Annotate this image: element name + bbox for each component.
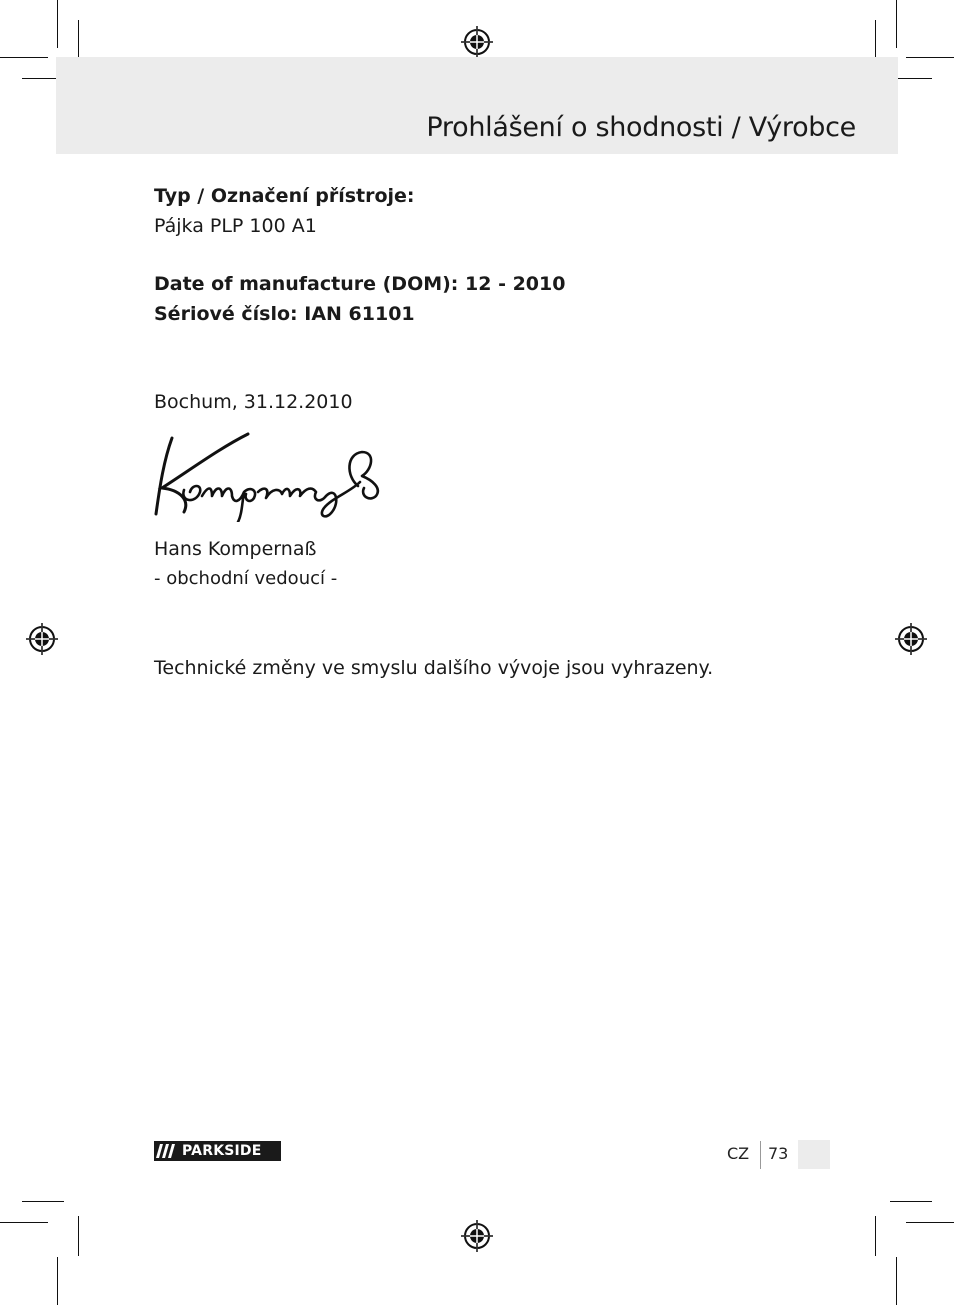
crop-mark xyxy=(0,57,48,58)
place-date: Bochum, 31.12.2010 xyxy=(154,391,353,413)
crop-mark xyxy=(875,1216,876,1256)
production-section xyxy=(154,269,565,329)
signatory-role: - obchodní vedoucí - xyxy=(154,568,338,589)
registration-mark-icon xyxy=(461,1220,493,1252)
crop-mark xyxy=(57,1257,58,1305)
registration-mark-icon xyxy=(461,26,493,58)
crop-mark xyxy=(906,1222,954,1223)
footer-language: CZ xyxy=(727,1144,750,1163)
signatory-section xyxy=(154,534,337,594)
technical-notice: Technické změny ve smyslu dalšího vývoje jsou vyhrazeny. xyxy=(154,657,714,679)
parkside-logo xyxy=(154,1141,281,1161)
registration-mark-icon xyxy=(26,623,58,655)
crop-mark xyxy=(78,1216,79,1256)
crop-mark xyxy=(0,1222,48,1223)
footer-tab xyxy=(798,1140,830,1169)
serial-number: Sériové číslo: IAN 61101 xyxy=(154,303,415,325)
brand-name: PARKSIDE xyxy=(182,1143,262,1159)
page-number: 73 xyxy=(768,1144,789,1163)
registration-mark-icon xyxy=(895,623,927,655)
device-type-section xyxy=(154,181,415,241)
footer-divider xyxy=(760,1141,761,1169)
crop-mark xyxy=(57,0,58,48)
crop-mark xyxy=(906,57,954,58)
crop-mark xyxy=(896,0,897,48)
page-title: Prohlášení o shodnosti / Výrobce xyxy=(426,112,856,143)
crop-mark xyxy=(875,20,876,62)
logo-stripes-icon xyxy=(154,1141,180,1161)
date-of-manufacture: Date of manufacture (DOM): 12 - 2010 xyxy=(154,273,566,295)
crop-mark xyxy=(890,1201,932,1202)
crop-mark xyxy=(22,1201,64,1202)
crop-mark xyxy=(78,20,79,62)
crop-mark xyxy=(896,1257,897,1305)
signatory-name: Hans Kompernaß xyxy=(154,538,317,560)
device-type-label: Typ / Označení přístroje: xyxy=(154,185,415,207)
device-type-value: Pájka PLP 100 A1 xyxy=(154,215,317,237)
signature-image xyxy=(150,430,386,522)
